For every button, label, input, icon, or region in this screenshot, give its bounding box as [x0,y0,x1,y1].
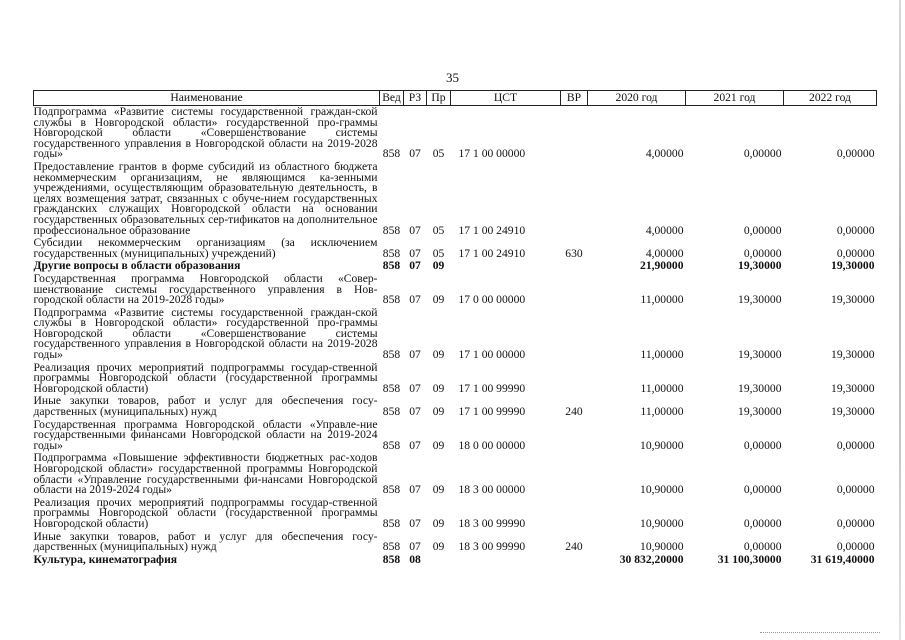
cell-cst: 18 3 00 99990 [458,540,526,554]
header-name: Наименование [34,91,380,106]
header-vr: ВР [561,91,588,106]
cell-ved: 858 [382,147,401,161]
cell-2020: 4,00000 [645,246,684,260]
header-2022: 2022 год [784,91,877,106]
cell-cst: 17 1 00 00000 [458,147,526,161]
table-header-row [34,91,877,106]
cell-2021: 19,30000 [738,381,782,395]
cell-2021: 19,30000 [738,348,782,362]
cell-vr [561,554,588,567]
cell-2022: 0,00000 [836,516,875,530]
cell-2020: 10,90000 [640,540,684,554]
cell-2022: 19,30000 [831,259,875,273]
table-row [34,497,877,531]
cell-2021: 0,00000 [743,483,782,497]
cell-vr [561,260,588,273]
cell-name: Культура, кинематография [33,552,178,566]
cell-2021: 19,30000 [738,259,782,273]
budget-table [33,90,877,566]
table-row [34,419,877,453]
cell-pr: 05 [432,223,445,237]
cell-name: Государственная программа Новгородской области «Совер-шенствование системы государственного управления в Нов-городской области на 2019-2028 годы» [33,271,378,307]
cell-2022: 0,00000 [836,438,875,452]
cell-rz: 07 [409,147,421,161]
cell-name: Предоставление грантов в форме субсидий из областного бюджета некоммерческим организациям, не являющимся ка-зенными учреждениями, осуществляющим образовательную деятельность, в целях возмещения затрат, связанных с обуче-нием государственных гражданских служащих Новгородской области на основании государственных образовательных сер-тификатов на дополнительное профессиональное образование [33,159,378,237]
cell-2022: 0,00000 [836,540,875,554]
cell-ved: 858 [382,259,401,273]
cell-2021: 19,30000 [738,293,782,307]
scan-noise [760,632,880,639]
table-row [34,395,877,418]
header-cst: ЦСТ [451,91,561,106]
cell-2022: 0,00000 [836,147,875,161]
header-2020: 2020 год [588,91,686,106]
header-rz: РЗ [404,91,427,106]
page-number: 35 [446,70,459,85]
cell-name: Иные закупки товаров, работ и услуг для обеспечения госу-дарственных (муниципальных) нужд [33,394,378,419]
header-pr: Пр [427,91,451,106]
cell-pr: 05 [432,246,445,260]
cell-vr [561,362,588,396]
table-row [34,273,877,307]
cell-2022: 19,30000 [831,293,875,307]
cell-name: Реализация прочих мероприятий подпрограммы государ-ственной программы Новгородской области (государственной программы Новгородской области) [33,495,378,530]
cell-name: Другие вопросы в области образования [33,259,241,273]
cell-2022: 19,30000 [831,381,875,395]
scan-edge-mark [899,0,901,640]
cell-pr: 09 [432,405,445,419]
cell-2020: 11,00000 [640,293,684,307]
table-row [34,554,877,567]
cell-rz: 07 [409,223,421,237]
cell-ved: 858 [382,348,401,362]
cell-pr: 09 [432,516,445,530]
cell-cst: 17 1 00 24910 [458,246,526,260]
cell-cst: 18 0 00 00000 [458,438,526,452]
cell-2020: 10,90000 [640,516,684,530]
cell-2020: 11,00000 [640,381,684,395]
cell-cst: 17 1 00 00000 [458,348,526,362]
cell-2020: 10,90000 [640,438,684,452]
cell-vr [561,106,588,161]
cell-name: Подпрограмма «Повышение эффективности бюджетных рас-ходов Новгородской области» государственной программы Новгородской области «Управление государственными фи-нансами Новгородской области на 2019-2024 годы» [33,451,378,497]
cell-ved: 858 [382,552,401,566]
cell-vr [561,497,588,531]
cell-cst: 17 1 00 24910 [458,223,526,237]
cell-2022: 19,30000 [831,405,875,419]
table-row [34,237,877,260]
cell-2021: 0,00000 [743,540,782,554]
cell-rz: 07 [409,540,421,554]
table-row [34,531,877,554]
header-ved: Вед [380,91,404,106]
cell-2020: 4,00000 [645,147,684,161]
cell-pr: 09 [432,540,445,554]
cell-rz: 07 [409,259,421,273]
cell-2021: 0,00000 [743,438,782,452]
cell-2021: 0,00000 [743,223,782,237]
cell-name: Субсидии некоммерческим организациям (за исключением государственных (муниципальных) учреждений) [33,236,378,260]
cell-2022: 31 619,40000 [810,552,875,566]
cell-name: Подпрограмма «Развитие системы государственной граждан-ской службы в Новгородской области» государственной про-граммы Новгородской области «Совершенствование системы государственного управления в Новгородской области на 2019-2028 годы» [33,305,378,362]
cell-vr [561,419,588,453]
cell-rz: 07 [409,405,421,419]
cell-ved: 858 [382,483,401,497]
cell-2021: 31 100,30000 [717,552,782,566]
cell-cst: 17 1 00 99990 [458,405,526,419]
cell-rz: 07 [409,483,421,497]
cell-2021: 0,00000 [743,516,782,530]
cell-ved: 858 [382,516,401,530]
cell-2020: 4,00000 [645,223,684,237]
cell-vr [561,307,588,362]
cell-pr: 05 [432,147,445,161]
cell-cst: 17 1 00 99990 [458,381,526,395]
cell-pr: 09 [432,483,445,497]
cell-name: Реализация прочих мероприятий подпрограммы государ-ственной программы Новгородской области (государственной программы Новгородской области) [33,360,378,395]
cell-vr: 630 [565,246,583,260]
table-row [34,307,877,362]
cell-2021: 0,00000 [743,147,782,161]
cell-2020: 21,90000 [640,259,684,273]
cell-name: Государственная программа Новгородской области «Управле-ние государственными финансами Новгородской области на 2019-2024 годы» [33,417,378,452]
cell-ved: 858 [382,540,401,554]
cell-2022: 0,00000 [836,483,875,497]
cell-rz: 07 [409,438,421,452]
cell-rz: 07 [409,516,421,530]
cell-vr [561,273,588,307]
cell-pr: 09 [432,381,445,395]
cell-rz: 08 [409,552,421,566]
cell-pr [427,554,451,567]
cell-2021: 19,30000 [738,405,782,419]
table-body [34,106,877,567]
cell-pr: 09 [432,259,445,273]
cell-pr: 09 [432,438,445,452]
cell-ved: 858 [382,246,401,260]
cell-cst [451,554,561,567]
cell-rz: 07 [409,381,421,395]
cell-2022: 19,30000 [831,348,875,362]
cell-2022: 0,00000 [836,223,875,237]
cell-vr: 240 [565,405,583,419]
cell-pr: 09 [432,293,445,307]
table-row [34,362,877,396]
cell-2020: 11,00000 [640,405,684,419]
header-2021: 2021 год [686,91,784,106]
cell-cst: 17 0 00 00000 [458,293,526,307]
cell-2020: 11,00000 [640,348,684,362]
table-row [34,106,877,161]
cell-2020: 10,90000 [640,483,684,497]
cell-ved: 858 [382,405,401,419]
cell-vr [561,452,588,496]
cell-2022: 0,00000 [836,246,875,260]
cell-cst: 18 3 00 99990 [458,516,526,530]
cell-ved: 858 [382,438,401,452]
cell-rz: 07 [409,293,421,307]
cell-2020: 30 832,20000 [619,552,684,566]
cell-name: Иные закупки товаров, работ и услуг для обеспечения госу-дарственных (муниципальных) нужд [33,529,378,554]
cell-cst [451,260,561,273]
cell-name: Подпрограмма «Развитие системы государственной граждан-ской службы в Новгородской области» государственной про-граммы Новгородской области «Совершенствование системы государственного управления в Новгородской области на 2019-2028 годы» [33,105,378,161]
cell-ved: 858 [382,223,401,237]
cell-vr: 240 [565,540,583,554]
cell-cst: 18 3 00 00000 [458,483,526,497]
cell-ved: 858 [382,293,401,307]
cell-rz: 07 [409,348,421,362]
cell-ved: 858 [382,381,401,395]
cell-pr: 09 [432,348,445,362]
cell-2021: 0,00000 [743,246,782,260]
cell-vr [561,161,588,237]
table-row [34,452,877,496]
table-row [34,161,877,237]
cell-rz: 07 [409,246,421,260]
